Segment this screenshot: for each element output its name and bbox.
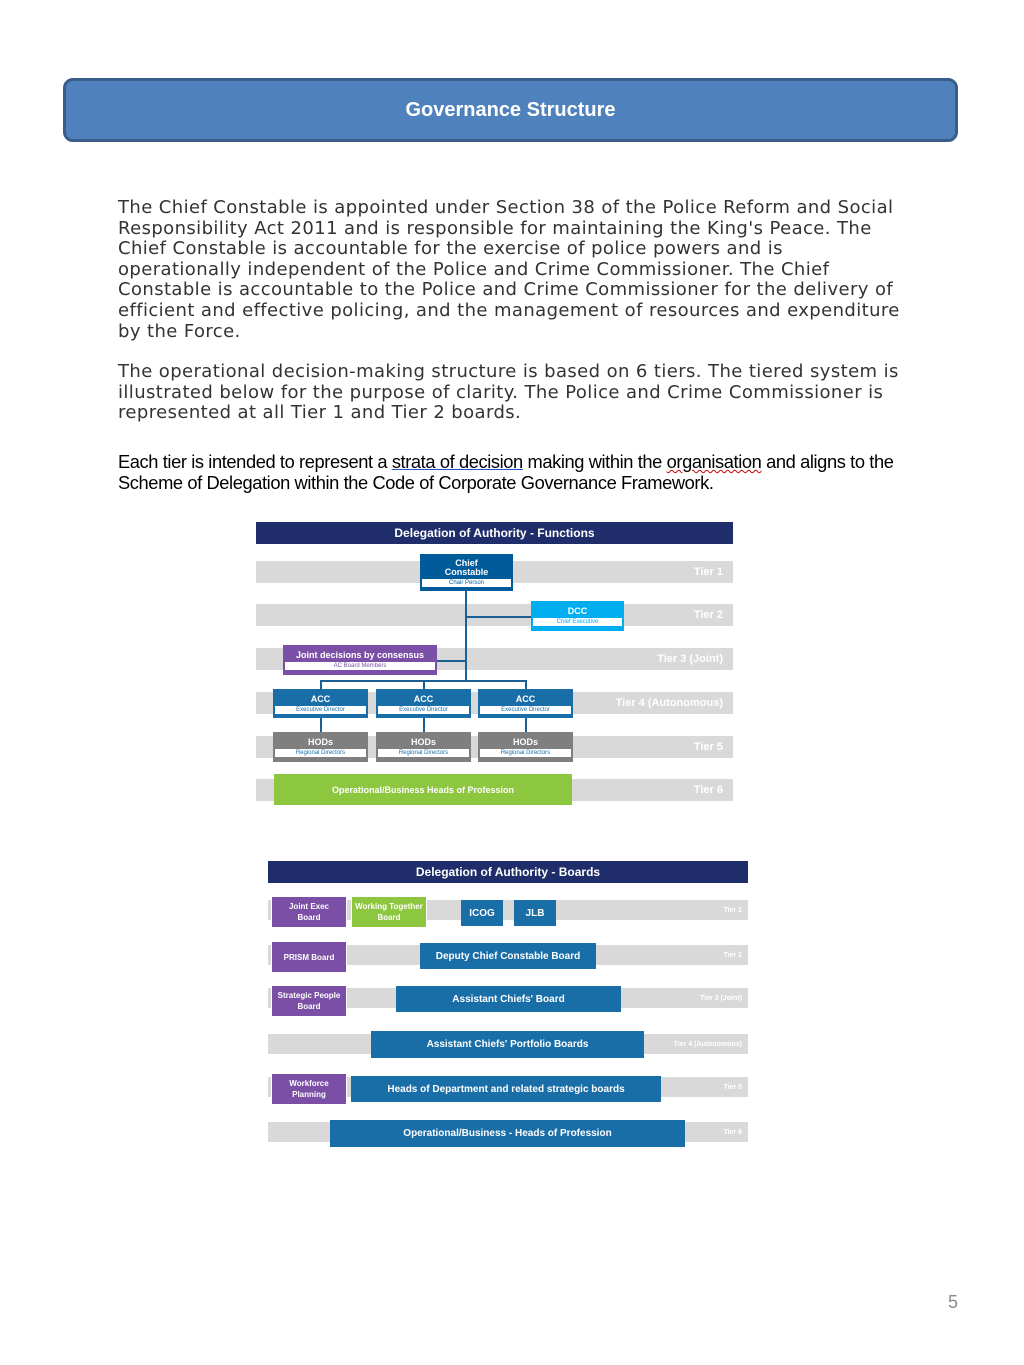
hods-label: HODs bbox=[410, 737, 436, 747]
chief-constable-box bbox=[420, 554, 513, 591]
acc-sub: Executive Director bbox=[275, 706, 366, 714]
prism-board-box bbox=[271, 941, 347, 973]
jlb-label: JLB bbox=[525, 907, 545, 919]
hods-box-3 bbox=[478, 732, 573, 762]
boards-tier-1-band: Tier 1 bbox=[268, 900, 748, 920]
joint-exec-board-box bbox=[271, 896, 347, 928]
functions-tier-1-band: Tier 1 bbox=[256, 561, 733, 583]
assistant-chiefs-board-label: Assistant Chiefs' Board bbox=[452, 993, 565, 1005]
acc-box-2 bbox=[376, 689, 471, 718]
page-number: 5 bbox=[947, 1292, 958, 1312]
acc-sub: Executive Director bbox=[378, 706, 469, 714]
operational-heads-label: Operational/Business Heads of Profession bbox=[331, 784, 515, 795]
connector-hod-1 bbox=[320, 718, 322, 732]
heads-of-department-boards-label: Heads of Department and related strategic boards bbox=[387, 1083, 625, 1095]
prism-board-label: PRISM Board bbox=[283, 952, 335, 962]
heads-of-department-boards-box bbox=[351, 1076, 661, 1102]
acc-label: ACC bbox=[310, 693, 331, 704]
acc-sub: Executive Director bbox=[480, 706, 571, 714]
para3-text-a: Each tier is intended to represent a bbox=[118, 451, 392, 472]
hods-label: HODs bbox=[512, 737, 538, 747]
dcc-box bbox=[531, 601, 624, 631]
functions-title: Delegation of Authority - Functions bbox=[256, 522, 733, 544]
dcc-sub: Chief Executive bbox=[533, 618, 622, 626]
connector-vertical-main bbox=[465, 591, 467, 681]
operational-heads-box bbox=[274, 774, 572, 805]
chief-constable-label: Chief Constable bbox=[444, 557, 489, 577]
assistant-chiefs-board-box bbox=[396, 986, 621, 1012]
para3-text-c: making within the bbox=[522, 451, 667, 472]
strategic-people-board-box bbox=[271, 985, 347, 1017]
joint-decisions-box bbox=[283, 645, 437, 675]
paragraph-tiers: The operational decision-making structure is based on 6 tiers. The tiered system is illustrated below for the purpose of clarity. The Police and Crime Commissioner is represented at all Tier 1 and Tier 2 boards. bbox=[118, 361, 899, 424]
para3-text-e: and aligns to the Scheme of Delegation within the Code of Corporate Governance Framework. bbox=[118, 451, 894, 493]
functions-tier-2-band: Tier 2 bbox=[256, 604, 733, 626]
joint-decisions-label: Joint decisions by consensus bbox=[295, 650, 425, 660]
acc-label: ACC bbox=[515, 693, 536, 704]
acc-label: ACC bbox=[413, 693, 434, 704]
icog-label: ICOG bbox=[469, 907, 495, 919]
boards-tier-4-band: Tier 4 (Autonomous) bbox=[268, 1034, 748, 1054]
functions-tier-4-band: Tier 4 (Autonomous) bbox=[256, 692, 733, 714]
boards-tier-3-band: Tier 3 (Joint) bbox=[268, 988, 748, 1008]
acc-box-1 bbox=[273, 689, 368, 718]
page-title: Governance Structure bbox=[405, 98, 616, 121]
paragraph-strata bbox=[118, 451, 908, 493]
joint-exec-board-label: Joint Exec Board bbox=[288, 902, 329, 922]
boards-tier-5-band: Tier 5 bbox=[268, 1077, 748, 1097]
connector-to-joint bbox=[434, 660, 466, 662]
functions-tier-3-band: Tier 3 (Joint) bbox=[256, 648, 733, 670]
hods-sub: Regional Directors bbox=[378, 749, 469, 757]
chief-constable-sub: Chair Person bbox=[422, 579, 511, 587]
joint-decisions-sub: AC Board Members bbox=[285, 662, 435, 670]
connector-hod-2 bbox=[423, 718, 425, 732]
hods-box-2 bbox=[376, 732, 471, 762]
dcc-label: DCC bbox=[567, 606, 588, 616]
jlb-box bbox=[514, 900, 556, 926]
assistant-chiefs-portfolio-boards-label: Assistant Chiefs' Portfolio Boards bbox=[426, 1039, 589, 1050]
connector-hod-3 bbox=[525, 718, 527, 732]
deputy-chief-constable-board-label: Deputy Chief Constable Board bbox=[435, 950, 581, 962]
paragraph-chief-constable: The Chief Constable is appointed under Section 38 of the Police Reform and Social Responsibility Act 2011 and is responsible for maintaining the King's Peace. The Chief Constable is accountable for the exercise of police powers and is operationally independent of the Police and Crime Commissioner. The Chief Constable is accountable to the Police and Crime Commissioner for the delivery of efficient and effective policing, and the management of resources and expenditure by the Force. bbox=[118, 197, 900, 342]
boards-title: Delegation of Authority - Boards bbox=[268, 861, 748, 883]
para3-spelling-organisation: organisation bbox=[666, 451, 762, 472]
hods-box-1 bbox=[273, 732, 368, 762]
hods-sub: Regional Directors bbox=[275, 749, 366, 757]
operational-heads-of-profession-box bbox=[330, 1120, 685, 1147]
strategic-people-board-label: Strategic People Board bbox=[277, 991, 341, 1011]
icog-box bbox=[461, 900, 503, 926]
hods-label: HODs bbox=[307, 737, 333, 747]
connector-to-dcc bbox=[466, 616, 531, 618]
functions-tier-5-band: Tier 5 bbox=[256, 736, 733, 758]
working-together-board-box bbox=[351, 896, 427, 928]
workforce-planning-label: Workforce Planning bbox=[289, 1079, 329, 1099]
acc-box-3 bbox=[478, 689, 573, 718]
boards-tier-2-band: Tier 2 bbox=[268, 945, 748, 965]
boards-tier-6-band: Tier 6 bbox=[268, 1122, 748, 1142]
page-header bbox=[63, 78, 958, 142]
working-together-board-label: Working Together Board bbox=[355, 902, 423, 922]
operational-heads-of-profession-label: Operational/Business - Heads of Profession bbox=[403, 1128, 612, 1139]
workforce-planning-box bbox=[271, 1073, 347, 1105]
deputy-chief-constable-board-box bbox=[420, 943, 596, 969]
assistant-chiefs-portfolio-boards-box bbox=[371, 1031, 644, 1058]
functions-tier-6-band: Tier 6 bbox=[256, 779, 733, 801]
hods-sub: Regional Directors bbox=[480, 749, 571, 757]
para3-link-strata: strata of decision bbox=[391, 451, 523, 472]
